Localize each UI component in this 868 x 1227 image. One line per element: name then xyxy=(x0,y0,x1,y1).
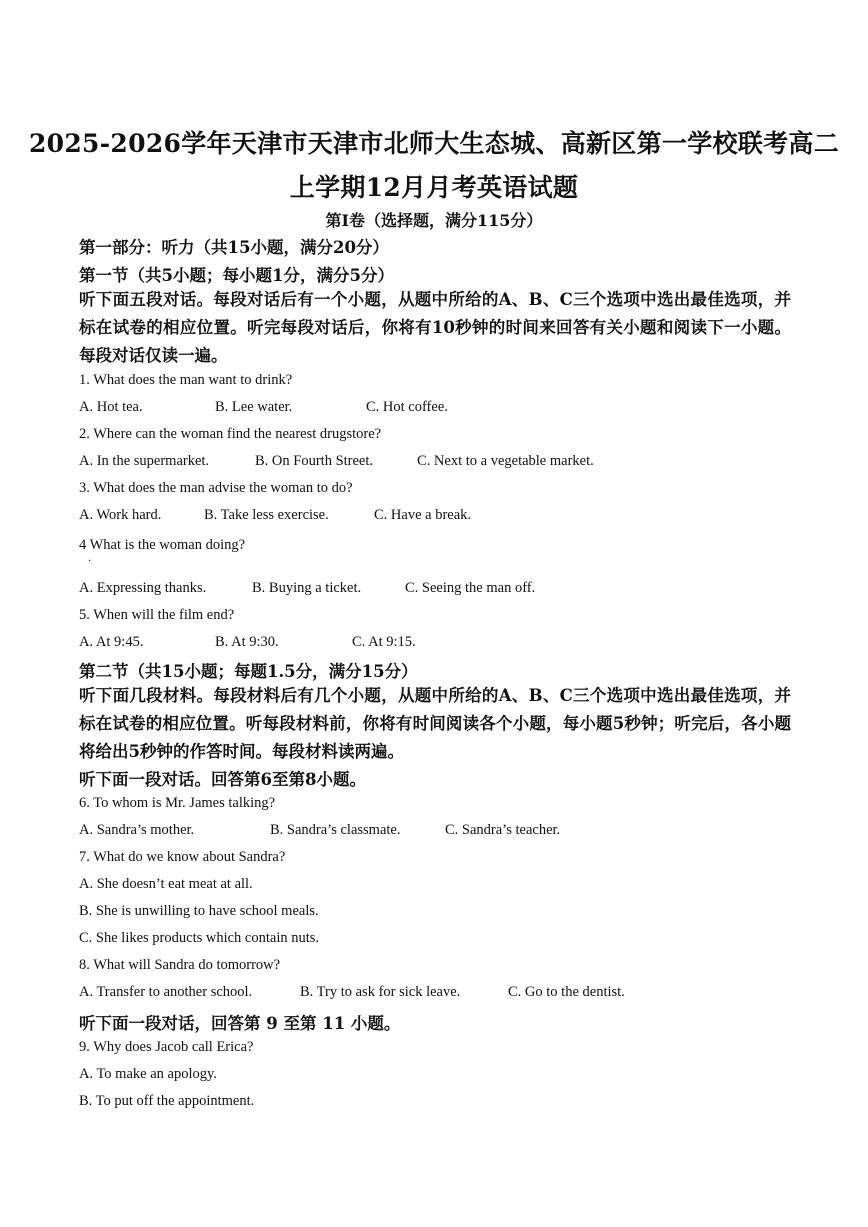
section2-instructions: 听下面几段材料。每段材料后有几个小题，从题中所给的A、B、C三个选项中选出最佳选项，并标在试卷的相应位置。听每段材料前，你将有时间阅读各个小题，每小题5秒钟；听完后，各小题将给出5秒钟的作答时间。每段材料读两遍。 xyxy=(79,686,791,761)
q6-option-c: C. Sandra’s teacher. xyxy=(445,822,561,838)
question-2: 2. Where can the woman find the nearest drugstore? xyxy=(79,426,382,442)
q6-option-a: A. Sandra’s mother. xyxy=(79,822,195,838)
q3-option-a: A. Work hard. xyxy=(79,507,162,523)
question-8: 8. What will Sandra do tomorrow? xyxy=(79,957,281,973)
q7-option-b: B. She is unwilling to have school meals. xyxy=(79,903,319,919)
q1-option-c: C. Hot coffee. xyxy=(366,399,448,415)
q4-option-a: A. Expressing thanks. xyxy=(79,580,207,596)
q3-option-c: C. Have a break. xyxy=(374,507,472,523)
question-7: 7. What do we know about Sandra? xyxy=(79,849,286,865)
q8-option-b: B. Try to ask for sick leave. xyxy=(300,984,461,1000)
q5-option-c: C. At 9:15. xyxy=(352,634,416,650)
stray-dot: · xyxy=(88,556,92,567)
q2-option-a: A. In the supermarket. xyxy=(79,453,210,469)
q4-option-c: C. Seeing the man off. xyxy=(405,580,536,596)
q1-option-b: B. Lee water. xyxy=(215,399,293,415)
q8-option-c: C. Go to the dentist. xyxy=(508,984,625,1000)
q9-option-a: A. To make an apology. xyxy=(79,1066,217,1082)
q3-option-b: B. Take less exercise. xyxy=(204,507,329,523)
question-6: 6. To whom is Mr. James talking? xyxy=(79,795,276,811)
q1-option-a: A. Hot tea. xyxy=(79,399,143,415)
section2-heading: 第二节（共15小题；每题1.5分，满分15分） xyxy=(79,662,418,681)
section1-heading: 第一节（共5小题；每小题1分，满分5分） xyxy=(79,266,394,285)
q7-option-c: C. She likes products which contain nuts. xyxy=(79,930,320,946)
q4-option-b: B. Buying a ticket. xyxy=(252,580,362,596)
volume-heading: 第Ⅰ卷（选择题，满分115分） xyxy=(325,211,543,230)
exam-title-line2: 上学期12月月考英语试题 xyxy=(289,173,579,202)
question-5: 5. When will the film end? xyxy=(79,607,235,623)
section1-instructions: 听下面五段对话。每段对话后有一个小题，从题中所给的A、B、C三个选项中选出最佳选项，并标在试卷的相应位置。听完每段对话后，你将有10秒钟的时间来回答有关小题和阅读下一小题。每段对话仅读一遍。 xyxy=(79,290,791,365)
q2-option-c: C. Next to a vegetable market. xyxy=(417,453,594,469)
group1-heading: 听下面一段对话。回答第6至第8小题。 xyxy=(79,770,366,789)
question-1: 1. What does the man want to drink? xyxy=(79,372,293,388)
q8-option-a: A. Transfer to another school. xyxy=(79,984,253,1000)
q2-option-b: B. On Fourth Street. xyxy=(255,453,374,469)
exam-title-line1: 2025-2026学年天津市天津市北师大生态城、高新区第一学校联考高二 xyxy=(28,129,840,158)
q6-option-b: B. Sandra’s classmate. xyxy=(270,822,401,838)
question-3: 3. What does the man advise the woman to do? xyxy=(79,480,353,496)
question-4: 4 What is the woman doing? xyxy=(79,537,246,553)
q5-option-a: A. At 9:45. xyxy=(79,634,144,650)
part1-heading: 第一部分：听力（共15小题，满分20分） xyxy=(79,238,389,257)
q9-option-b: B. To put off the appointment. xyxy=(79,1093,255,1109)
group2-heading: 听下面一段对话，回答第 9 至第 11 小题。 xyxy=(79,1014,401,1033)
q5-option-b: B. At 9:30. xyxy=(215,634,279,650)
q7-option-a: A. She doesn’t eat meat at all. xyxy=(79,876,253,892)
question-9: 9. Why does Jacob call Erica? xyxy=(79,1039,254,1055)
